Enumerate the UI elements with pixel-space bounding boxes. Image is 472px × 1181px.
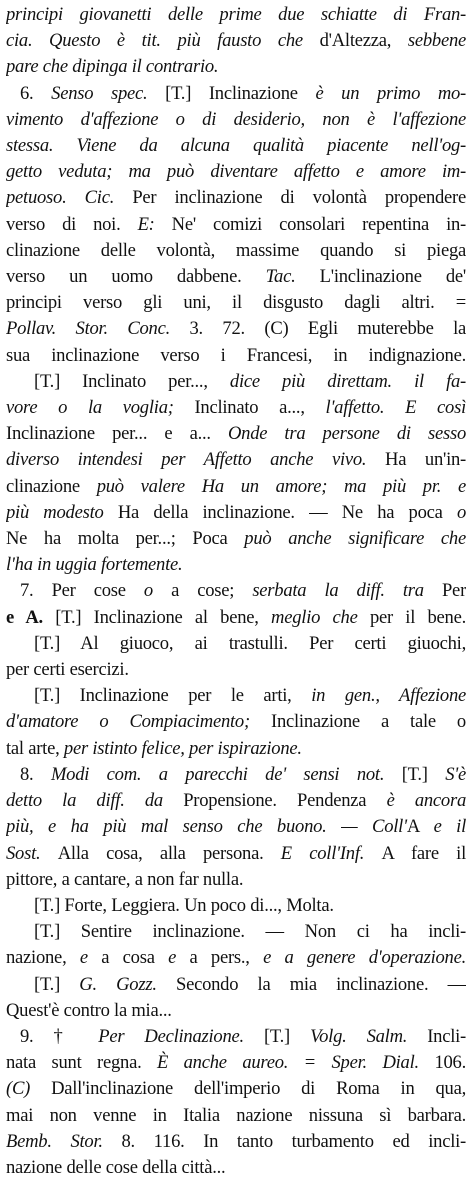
text-segment: Quest'è contro la mia... [6,999,172,1021]
text-line [6,736,466,762]
text-segment: principi verso gli uni, il disgusto dagli altri. = [6,292,466,314]
text-segment: può valere Ha un amore; ma più pr. e [96,475,466,497]
text-line [6,316,466,342]
text-segment: sebbene [407,30,466,52]
text-segment: vimento d'affezione o di desiderio, non è l'affezione [6,108,466,130]
text-segment: pare che dipinga il contrario. [6,56,219,78]
text-segment: o [456,501,466,523]
text-segment: Per [441,580,466,602]
text-segment: stessa. Viene da alcuna qualità piacente nell'og- [6,135,466,157]
text-segment: [T.] Inclinazione per le arti, [34,685,312,707]
text-segment: nazione delle cose della città... [6,1156,226,1178]
text-line [6,683,466,709]
text-segment: Senso spec. [51,82,166,104]
text-segment: Incli- [427,1025,466,1047]
text-segment: Inclinazione per... e a... [6,423,228,445]
text-line [6,107,466,133]
text-segment: e [168,947,190,969]
text-line [6,1076,466,1102]
text-segment: 9. † [20,1025,99,1047]
text-line [6,526,466,552]
text-segment: clinazione [6,475,97,497]
text-segment: Ne ha molta per...; Poca [6,528,245,550]
text-line [6,28,466,54]
text-line [6,369,466,395]
text-segment: è ancora [386,790,466,812]
text-segment: A fare il [381,842,466,864]
text-segment: diverso intendesi per Affetto anche vivo. [6,449,386,471]
text-line [6,1129,466,1155]
text-segment: più, e ha più mal senso che buono. — Coll' [6,816,407,838]
text-line [6,709,466,735]
text-segment: meglio che [271,606,370,628]
text-line [6,814,466,840]
text-line [6,893,466,919]
text-segment: Onde tra persone di sesso [227,423,466,445]
text-segment: tal arte, [6,737,64,759]
text-segment: Per inclinazione di volontà propendere [132,187,466,209]
text-segment: Modi com. a parecchi de' sensi not. [50,763,402,785]
text-segment: [T.] [34,973,80,995]
text-line [6,447,466,473]
text-segment: d'Altezza, [319,30,408,52]
text-segment: Bemb. Stor. [6,1130,122,1152]
text-segment: o [143,580,172,602]
text-segment: E coll'Inf. [280,842,382,864]
text-segment: per istinto felice, per ispirazione. [63,737,302,759]
text-segment: sua inclinazione verso i Francesi, in indignazione. [6,344,466,366]
text-segment: Pollav. Stor. Conc. [6,318,190,340]
text-line [6,2,466,28]
text-segment: nata sunt regna. [6,1052,157,1074]
text-segment: a cose; [171,580,253,602]
text-line [6,474,466,500]
text-segment: Dall'inclinazione dell'imperio di Roma in qua, [51,1078,466,1100]
text-line [6,238,466,264]
text-segment: clinazione delle volontà, massime quando si piega [6,239,466,261]
text-segment: S'è [445,763,466,785]
text-segment: [T.] Inclinazione al bene, [55,606,272,628]
text-segment: G. Gozz. [79,973,176,995]
text-segment: L'inclinazione de' [319,266,466,288]
text-line [6,945,466,971]
text-line [6,81,466,107]
text-segment: Alla cosa, alla persona. [57,842,281,864]
text-segment: getto veduta; ma può diventare affetto e amore im- [6,161,466,183]
text-line [6,1024,466,1050]
text-segment: può anche significare che [244,528,466,550]
text-segment: [T.] Forte, Leggiera. Un poco di..., Molta. [34,894,334,916]
text-segment: 8. [20,763,51,785]
text-line [6,919,466,945]
text-line [6,631,466,657]
text-segment: 106. [434,1052,466,1074]
text-segment: Inclinato a..., [194,397,326,419]
text-segment: Ne' comizi consolari repentina in- [171,213,466,235]
text-line [6,212,466,238]
text-line [6,343,466,369]
text-segment: 3. 72. (C) Egli muterebbe la [189,318,466,340]
text-segment: per certi esercizi. [6,659,129,681]
text-segment: 6. [20,82,52,104]
text-segment: Tac. [265,266,320,288]
text-segment: Ha un'in- [385,449,466,471]
text-line [6,395,466,421]
text-segment: E: [137,213,172,235]
text-segment: nazione, [6,947,80,969]
text-line [6,998,466,1024]
text-line [6,605,466,631]
text-segment: verso di noi. [6,213,138,235]
text-segment: mai non venne in Italia nazione nissuna sì barbara. [6,1104,466,1126]
text-line [6,657,466,683]
text-segment: [T.] [401,763,446,785]
text-segment: vore o la voglia; [6,397,195,419]
text-line [6,972,466,998]
text-line [6,133,466,159]
text-line [6,421,466,447]
text-segment: A [406,816,434,838]
text-segment: Secondo la mia inclinazione. — [175,973,466,995]
text-segment: a genere d'operazione. [284,947,466,969]
text-segment: cia. Questo è tit. più fausto che [6,30,320,52]
text-line [6,762,466,788]
text-segment: 7. Per cose [20,580,144,602]
text-segment: in gen., Affezione [311,685,466,707]
text-line [6,578,466,604]
text-segment: petuoso. Cic. [6,187,133,209]
text-segment: (C) [6,1078,52,1100]
text-line [6,552,466,578]
text-segment: per il bene. [369,606,466,628]
text-segment: verso un uomo dabbene. [6,266,266,288]
text-line [6,1155,466,1181]
text-segment: l'affetto. E così [325,397,466,419]
text-line [6,1103,466,1129]
text-line [6,159,466,185]
text-line [6,841,466,867]
text-line [6,264,466,290]
text-segment: pittore, a cantare, a non far nulla. [6,868,244,890]
text-segment: dice più direttam. il fa- [229,370,466,392]
text-segment: serbata la diff. tra [252,580,442,602]
text-segment: [T.] Inclinato per..., [34,370,230,392]
text-segment: e A. [6,606,56,628]
text-line [6,290,466,316]
text-segment: Inclinazione a tale o [271,711,466,733]
text-segment: [T.] [263,1025,311,1047]
text-segment: Volg. Salm. [310,1025,428,1047]
text-segment: Sost. [6,842,58,864]
text-segment: d'amatore o Compiacimento; [6,711,271,733]
text-segment: Per Declinazione. [98,1025,264,1047]
text-segment: a cosa [101,947,169,969]
text-segment: Propensione. Pendenza [183,790,387,812]
text-segment: [T.] Al giuoco, ai trastulli. Per certi giuochi, [34,632,466,654]
text-segment: e [79,947,102,969]
text-line [6,500,466,526]
text-segment: detto la diff. da [6,790,184,812]
text-segment: a pers., [189,947,264,969]
text-line [6,185,466,211]
text-segment: [T.] Sentire inclinazione. — Non ci ha incli- [34,921,466,943]
text-segment: e il [433,816,466,838]
text-line [6,1050,466,1076]
text-segment: principi giovanetti delle prime due schiatte di Fran- [6,4,466,25]
text-segment: e [263,947,285,969]
text-segment: è un primo mo- [315,82,466,104]
text-line [6,867,466,893]
text-segment: più modesto [6,501,118,523]
text-segment: [T.] Inclinazione [165,82,316,104]
text-segment: 8. 116. In tanto turbamento ed incli- [121,1130,466,1152]
text-line [6,54,466,80]
text-segment: Ha della inclinazione. — Ne ha poca [117,501,457,523]
text-line [6,788,466,814]
text-segment: È anche aureo. = Sper. Dial. [157,1052,435,1074]
text-segment: l'ha in uggia fortemente. [6,554,183,576]
